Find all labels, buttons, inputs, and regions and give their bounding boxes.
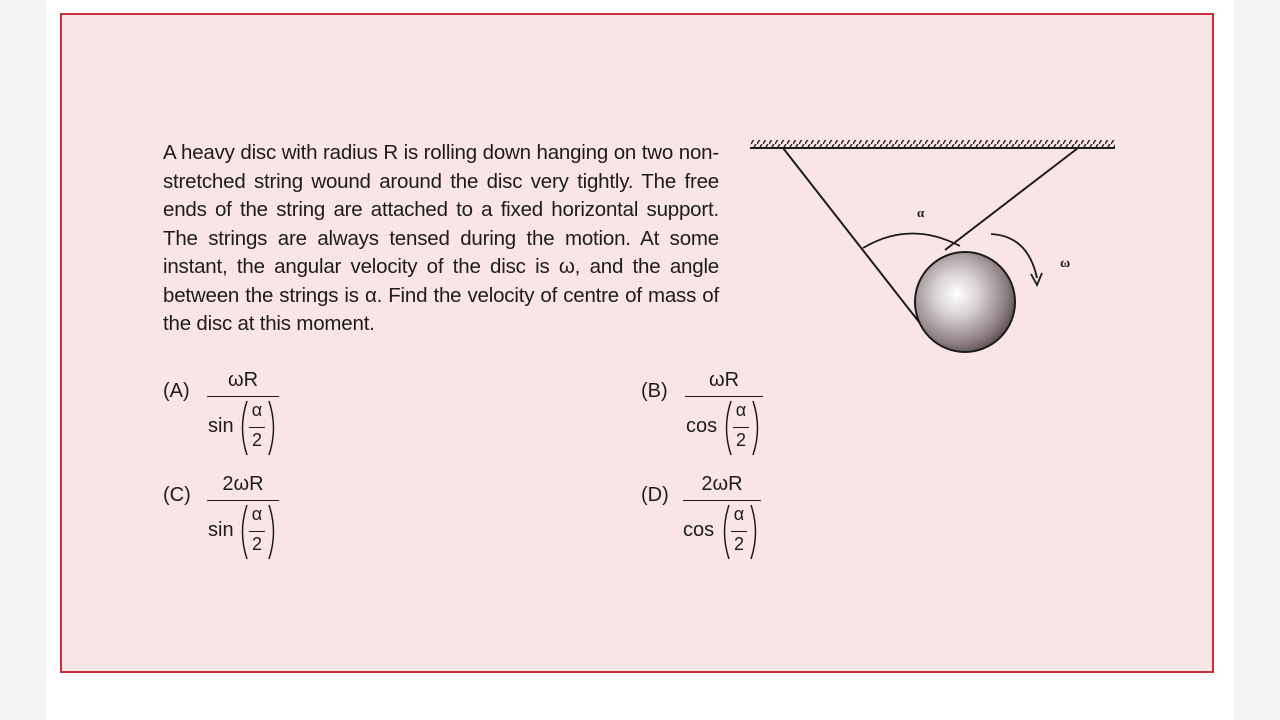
left-string xyxy=(783,148,930,336)
option-numerator: ωR xyxy=(708,369,740,391)
option-fraction xyxy=(207,471,279,563)
option-denominator xyxy=(207,501,279,563)
option-label: (D) xyxy=(641,484,669,506)
inner-fraction-bar xyxy=(733,427,749,428)
option-d[interactable] xyxy=(641,471,781,566)
option-numerator: ωR xyxy=(227,369,259,391)
question-text: A heavy disc with radius R is rolling down hanging on two non-stretched string wound around the disc very tightly. The free ends of the string are attached to a fixed horizontal support. The strings are always tensed during the motion. At some instant, the angular velocity of the disc is ω, and the angle between the strings is α. Find the velocity of centre of mass of the disc at this moment. xyxy=(163,141,719,335)
trig-function: sin xyxy=(208,519,234,541)
inner-numerator: α xyxy=(735,400,747,420)
inner-fraction-bar xyxy=(249,531,265,532)
option-label: (A) xyxy=(163,380,190,402)
right-paren xyxy=(267,399,279,457)
option-denominator xyxy=(685,397,763,459)
omega-label: ω xyxy=(1060,256,1071,271)
trig-function: cos xyxy=(683,519,715,541)
inner-denominator: 2 xyxy=(251,534,262,554)
option-numerator: 2ωR xyxy=(222,473,264,495)
option-fraction xyxy=(685,367,763,459)
inner-numerator: α xyxy=(733,504,745,524)
ceiling-support xyxy=(750,140,1115,148)
inner-denominator: 2 xyxy=(251,430,262,450)
inner-denominator: 2 xyxy=(733,534,744,554)
right-paren xyxy=(749,503,761,561)
right-paren xyxy=(267,503,279,561)
trig-function: sin xyxy=(208,415,234,437)
option-a[interactable] xyxy=(163,367,303,462)
option-fraction xyxy=(207,367,279,459)
inner-numerator: α xyxy=(251,504,263,524)
disc-diagram xyxy=(745,128,1125,368)
inner-fraction-bar xyxy=(731,531,747,532)
angle-arc xyxy=(863,233,960,248)
right-string xyxy=(945,148,1078,250)
inner-denominator: 2 xyxy=(735,430,746,450)
angle-label: α xyxy=(917,205,925,220)
trig-function: cos xyxy=(686,415,718,437)
option-label: (C) xyxy=(163,484,191,506)
inner-fraction-bar xyxy=(249,427,265,428)
option-b[interactable] xyxy=(641,367,781,462)
option-c[interactable] xyxy=(163,471,303,566)
option-label: (B) xyxy=(641,380,668,402)
inner-numerator: α xyxy=(251,400,263,420)
right-paren xyxy=(751,399,763,457)
option-fraction xyxy=(683,471,761,563)
disc xyxy=(915,252,1015,352)
option-denominator xyxy=(683,501,761,563)
option-numerator: 2ωR xyxy=(701,473,743,495)
option-denominator xyxy=(207,397,279,459)
